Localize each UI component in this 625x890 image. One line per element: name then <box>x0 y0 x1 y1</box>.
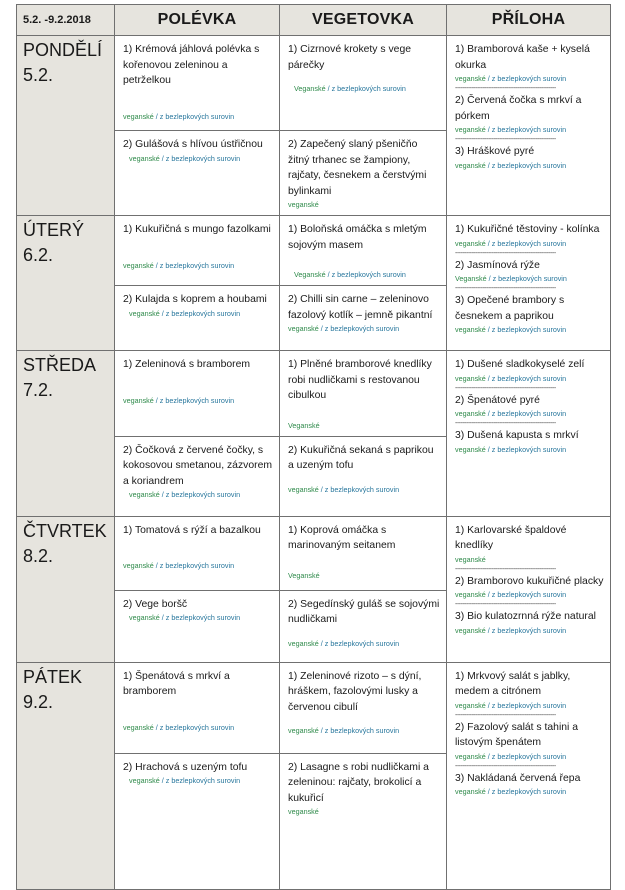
diet-tags <box>288 725 440 737</box>
diet-tags <box>288 638 440 650</box>
vegan-tag: veganské <box>288 726 319 735</box>
vegan-tag: veganské <box>129 308 160 318</box>
day-cell <box>17 36 115 216</box>
soup-dish: 1) Kukuřičná s mungo fazolkami <box>123 224 271 235</box>
vegan-tag: veganské <box>455 125 486 134</box>
main-dish-cell <box>280 753 447 889</box>
gluten-free-tag: / z bezlepkových surovin <box>155 561 235 570</box>
spacer <box>288 628 440 638</box>
soup-dish: 1) Špenátová s mrkví a bramborem <box>123 670 230 697</box>
diet-tags <box>288 484 440 496</box>
day-cell <box>17 516 115 662</box>
spacer <box>288 554 440 570</box>
soup-dish: 2) Kulajda s koprem a houbami <box>123 294 267 305</box>
diet-tags <box>455 444 604 456</box>
vegan-tag: veganské <box>129 490 160 499</box>
vegan-tag: veganské <box>455 554 486 564</box>
soup-cell <box>115 216 280 286</box>
day-date: 9.2. <box>23 691 54 712</box>
menu-row <box>17 662 611 753</box>
spacer <box>288 404 440 420</box>
side-dish: 1) Mrkvový salát s jablky, medem a citrónem <box>455 670 571 697</box>
day-cell <box>17 351 115 517</box>
diet-tags <box>123 260 273 272</box>
vegan-tag: veganské <box>288 807 319 816</box>
main-dish: 2) Kukuřičná sekaná s paprikou a uzeným tofu <box>288 444 434 471</box>
vegan-tag: veganské <box>455 625 486 635</box>
diet-tags <box>455 786 604 798</box>
day-date: 5.2. <box>23 65 54 85</box>
spacer <box>288 474 440 484</box>
soup-cell <box>115 351 280 437</box>
main-dish: 2) Lasagne s robi nudličkami a zeleninou: rajčaty, brokolicí a kukuřicí <box>288 761 429 804</box>
main-dish: 2) Chilli sin carne – zeleninovo fazolový kotlík – jemně pikantní <box>288 294 433 321</box>
day-cell <box>17 662 115 889</box>
side-dish: 1) Karlovarské špaldové knedlíky <box>455 524 567 551</box>
main-dish: 1) Plněné bramborové knedlíky robi nudličkami s restovanou cibulkou <box>288 359 432 401</box>
date-range: 5.2. -9.2.2018 <box>17 5 115 36</box>
separator-line: ------------------------------------------------------- <box>455 711 556 719</box>
gluten-free-tag: / z bezlepkových surovin <box>327 84 406 93</box>
separator-line: ------------------------------------------------------- <box>455 249 556 257</box>
side-dish: 3) Opečené brambory s česnekem a paprikou <box>455 295 565 322</box>
soup-dish: 1) Zeleninová s bramborem <box>123 359 251 370</box>
gluten-free-tag: / z bezlepkových surovin <box>320 726 400 735</box>
spacer <box>288 73 440 83</box>
separator-line: ------------------------------------------------------- <box>455 85 556 92</box>
soup-dish: 2) Hrachová s uzeným tofu <box>123 761 248 773</box>
diet-tags <box>123 308 273 320</box>
soup-cell <box>115 516 280 590</box>
main-dish-cell <box>280 216 447 286</box>
vegan-tag: veganské <box>455 74 486 83</box>
soup-cell <box>115 662 280 753</box>
diet-tags <box>455 700 604 712</box>
main-dish: 2) Zapečený slaný pšeničňo žitný trhanec se žampiony, rajčaty, česnekem a čerstvými bylinkami <box>288 139 427 197</box>
gluten-free-tag: / z bezlepkových surovin <box>487 125 567 134</box>
menu-table <box>16 4 611 890</box>
side-dish-cell <box>447 216 611 351</box>
vegan-tag: veganské <box>123 722 154 732</box>
soup-dish: 2) Vege boršč <box>123 598 188 610</box>
gluten-free-tag: / z bezlepkových surovin <box>487 409 567 418</box>
side-dish: 2) Jasmínová rýže <box>455 259 540 271</box>
diet-tags <box>123 153 273 165</box>
main-dish: 1) Koprová omáčka s marinovaným seitanem <box>288 524 396 551</box>
vegan-tag: veganské <box>288 484 319 494</box>
main-dish: 1) Boloňská omáčka s mletým sojovým masem <box>288 224 427 251</box>
menu-row <box>17 36 611 131</box>
diet-tags <box>123 612 273 624</box>
gluten-free-tag: / z bezlepkových surovin <box>487 238 567 248</box>
spacer <box>288 715 440 725</box>
gluten-free-tag: / z bezlepkových surovin <box>320 324 400 333</box>
side-dish: 3) Nakládaná červená řepa <box>455 772 581 784</box>
side-dish: 3) Dušená kapusta s mrkví <box>455 430 579 441</box>
gluten-free-tag: / z bezlepkových surovin <box>155 395 235 405</box>
side-dish: 2) Červená čočka s mrkví a pórkem <box>455 95 582 122</box>
menu-row <box>17 351 611 437</box>
side-dish: 1) Bramborová kaše + kyselá okurka <box>455 44 590 71</box>
separator-line: ------------------------------------------------------- <box>455 420 556 427</box>
vegan-tag: Veganské <box>455 274 487 283</box>
diet-tags <box>123 489 273 501</box>
soup-dish: 1) Krémová jáhlová polévka s kořenovou zeleninou a petrželkou <box>123 44 260 86</box>
column-header-soup: POLÉVKA <box>115 5 280 36</box>
side-dish: 1) Kukuřičné těstoviny - kolínka <box>455 224 600 235</box>
vegan-tag: veganské <box>455 700 486 710</box>
soup-dish: 1) Tomatová s rýží a bazalkou <box>123 524 261 536</box>
day-name: PÁTEK <box>23 666 83 687</box>
soup-cell <box>115 36 280 131</box>
main-dish-cell <box>280 351 447 437</box>
gluten-free-tag: / z bezlepkových surovin <box>488 274 567 283</box>
side-dish-cell <box>447 662 611 889</box>
vegan-tag: veganské <box>455 409 486 418</box>
soup-dish: 2) Čočková z červené čočky, s kokosovou smetanou, zázvorem a koriandrem <box>123 444 273 487</box>
diet-tags <box>455 554 604 566</box>
spacer <box>123 89 273 111</box>
vegan-tag: veganské <box>129 613 160 622</box>
spacer <box>123 238 273 260</box>
main-dish-cell <box>280 662 447 753</box>
diet-tags <box>455 160 604 172</box>
side-dish: 3) Hráškové pyré <box>455 146 535 157</box>
day-date: 7.2. <box>23 380 54 400</box>
diet-tags <box>288 570 440 582</box>
diet-tags <box>455 238 604 250</box>
soup-dish: 2) Gulášová s hlívou ústřičnou <box>123 139 263 150</box>
diet-tags <box>455 124 604 136</box>
vegan-tag: veganské <box>123 395 154 405</box>
diet-tags <box>123 395 273 407</box>
gluten-free-tag: / z bezlepkových surovin <box>155 260 235 270</box>
vegan-tag: veganské <box>129 153 160 163</box>
vegan-tag: Veganské <box>294 84 326 93</box>
vegan-tag: veganské <box>455 238 486 248</box>
vegan-tag: veganské <box>455 444 486 454</box>
diet-tags <box>288 199 440 211</box>
gluten-free-tag: / z bezlepkových surovin <box>487 590 567 599</box>
vegan-tag: veganské <box>455 325 486 334</box>
diet-tags <box>288 420 440 432</box>
vegan-tag: veganské <box>123 111 154 121</box>
soup-cell <box>115 436 280 516</box>
separator-line: ------------------------------------------------------- <box>455 762 556 770</box>
gluten-free-tag: / z bezlepkových surovin <box>161 153 241 163</box>
gluten-free-tag: / z bezlepkových surovin <box>487 787 567 796</box>
gluten-free-tag: / z bezlepkových surovin <box>487 373 567 383</box>
spacer <box>123 373 273 395</box>
diet-tags <box>455 273 604 285</box>
main-dish-cell <box>280 286 447 351</box>
gluten-free-tag: / z bezlepkových surovin <box>155 111 235 121</box>
vegan-tag: veganské <box>455 160 486 170</box>
gluten-free-tag: / z bezlepkových surovin <box>487 751 567 761</box>
day-date: 8.2. <box>23 545 54 566</box>
spacer <box>123 538 273 560</box>
main-dish-cell <box>280 516 447 590</box>
soup-cell <box>115 753 280 889</box>
diet-tags <box>455 751 604 763</box>
separator-line: ------------------------------------------------------- <box>455 136 556 143</box>
vegan-tag: veganské <box>288 638 319 648</box>
separator-line: ------------------------------------------------------- <box>455 565 556 573</box>
main-dish-cell <box>280 36 447 131</box>
vegan-tag: veganské <box>123 561 154 570</box>
diet-tags <box>455 73 604 85</box>
main-dish: 1) Cizrnové krokety s vege párečky <box>288 44 412 71</box>
gluten-free-tag: / z bezlepkových surovin <box>161 308 241 318</box>
gluten-free-tag: / z bezlepkových surovin <box>487 74 567 83</box>
menu-row <box>17 216 611 286</box>
diet-tags <box>455 589 604 601</box>
gluten-free-tag: / z bezlepkových surovin <box>487 700 567 710</box>
separator-line: ------------------------------------------------------- <box>455 601 556 608</box>
vegan-tag: veganské <box>455 373 486 383</box>
column-header-main: VEGETOVKA <box>280 5 447 36</box>
gluten-free-tag: / z bezlepkových surovin <box>161 613 241 622</box>
side-dish-cell <box>447 351 611 517</box>
gluten-free-tag: / z bezlepkových surovin <box>327 270 406 279</box>
main-dish-cell <box>280 590 447 662</box>
vegan-tag: Veganské <box>288 420 320 430</box>
separator-line: ------------------------------------------------------- <box>455 285 556 292</box>
vegan-tag: veganské <box>129 776 160 785</box>
gluten-free-tag: / z bezlepkových surovin <box>487 444 567 454</box>
vegan-tag: Veganské <box>288 570 320 580</box>
gluten-free-tag: / z bezlepkových surovin <box>487 325 567 334</box>
diet-tags <box>455 373 604 385</box>
side-dish: 2) Špenátové pyré <box>455 394 540 406</box>
spacer <box>288 253 440 269</box>
diet-tags <box>288 83 440 95</box>
gluten-free-tag: / z bezlepkových surovin <box>161 776 241 785</box>
soup-cell <box>115 131 280 216</box>
vegan-tag: Veganské <box>294 270 326 279</box>
day-name: ÚTERÝ <box>23 220 85 240</box>
diet-tags <box>288 323 440 335</box>
column-header-side: PŘÍLOHA <box>447 5 611 36</box>
menu-row <box>17 516 611 590</box>
side-dish-cell <box>447 516 611 662</box>
diet-tags <box>455 625 604 637</box>
vegan-tag: veganské <box>123 260 154 270</box>
gluten-free-tag: / z bezlepkových surovin <box>155 722 235 732</box>
separator-line: ------------------------------------------------------- <box>455 384 556 392</box>
diet-tags <box>123 722 273 734</box>
side-dish-cell <box>447 36 611 216</box>
diet-tags <box>455 324 604 336</box>
gluten-free-tag: / z bezlepkových surovin <box>487 625 567 635</box>
gluten-free-tag: / z bezlepkových surovin <box>320 484 400 494</box>
vegan-tag: veganské <box>288 324 319 333</box>
spacer <box>123 700 273 722</box>
gluten-free-tag: / z bezlepkových surovin <box>161 490 241 499</box>
main-dish: 2) Segedínský guláš se sojovými nudličkami <box>288 598 440 625</box>
gluten-free-tag: / z bezlepkových surovin <box>487 160 567 170</box>
day-date: 6.2. <box>23 245 54 265</box>
weekly-menu <box>16 4 610 890</box>
main-dish: 1) Zeleninové rizoto – s dýní, hráškem, fazolovými lusky a červenou cibulí <box>288 670 422 713</box>
soup-cell <box>115 286 280 351</box>
day-cell <box>17 216 115 351</box>
gluten-free-tag: / z bezlepkových surovin <box>320 638 400 648</box>
side-dish: 1) Dušené sladkokyselé zelí <box>455 359 585 370</box>
day-name: PONDĚLÍ <box>23 40 103 60</box>
side-dish: 3) Bio kulatozrnná rýže natural <box>455 611 596 622</box>
day-name: STŘEDA <box>23 355 97 375</box>
diet-tags <box>123 775 273 787</box>
main-dish-cell <box>280 436 447 516</box>
side-dish: 2) Fazolový salát s tahini a listovým špenátem <box>455 721 579 748</box>
diet-tags <box>123 560 273 572</box>
vegan-tag: veganské <box>455 751 486 761</box>
day-name: ČTVRTEK <box>23 520 107 541</box>
diet-tags <box>288 269 440 281</box>
diet-tags <box>123 111 273 123</box>
header-row <box>17 5 611 36</box>
main-dish-cell <box>280 131 447 216</box>
vegan-tag: veganské <box>288 200 319 209</box>
vegan-tag: veganské <box>455 787 486 796</box>
soup-cell <box>115 590 280 662</box>
diet-tags <box>455 408 604 420</box>
vegan-tag: veganské <box>455 590 486 599</box>
side-dish: 2) Bramborovo kukuřičné placky <box>455 575 604 587</box>
diet-tags <box>288 806 440 818</box>
